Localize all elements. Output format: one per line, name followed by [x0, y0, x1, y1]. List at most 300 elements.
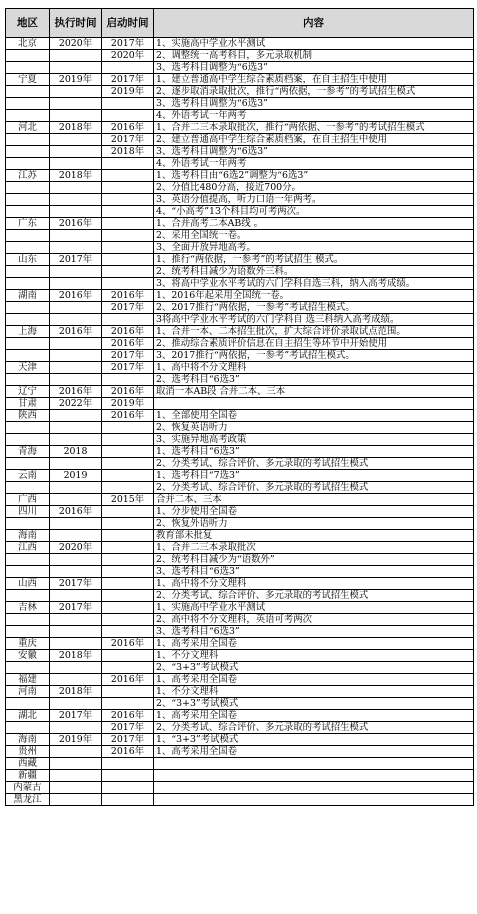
header-row: [6, 9, 474, 38]
region-cell: [6, 314, 50, 326]
start-time-cell: [102, 650, 154, 662]
content-cell: [154, 782, 474, 794]
start-time-cell: [102, 686, 154, 698]
table-row: [6, 638, 474, 650]
start-time-cell: 2019年: [102, 398, 154, 410]
region-cell: [6, 662, 50, 674]
region-cell: 海南: [6, 734, 50, 746]
table-row: [6, 674, 474, 686]
start-time-cell: [102, 158, 154, 170]
region-cell: 河南: [6, 686, 50, 698]
region-cell: 四川: [6, 506, 50, 518]
exec-time-cell: [50, 134, 102, 146]
table-row: [6, 350, 474, 362]
region-cell: 海南: [6, 530, 50, 542]
region-cell: 北京: [6, 38, 50, 50]
exec-time-cell: 2018年: [50, 686, 102, 698]
content-cell: 2、恢复英语听力: [154, 422, 474, 434]
content-cell: 1、合并高考二本AB线 。: [154, 218, 474, 230]
content-cell: 4、“小高考”13个科目均可考两次。: [154, 206, 474, 218]
exec-time-cell: [50, 362, 102, 374]
table-row: [6, 38, 474, 50]
table-row: [6, 770, 474, 782]
start-time-cell: 2016年: [102, 638, 154, 650]
start-time-cell: [102, 170, 154, 182]
start-time-cell: 2015年: [102, 494, 154, 506]
start-time-cell: 2017年: [102, 74, 154, 86]
content-cell: 取消一本AB段 合并二本、三本: [154, 386, 474, 398]
start-time-cell: [102, 770, 154, 782]
table-row: [6, 614, 474, 626]
region-cell: [6, 146, 50, 158]
start-time-cell: [102, 374, 154, 386]
exec-time-cell: [50, 302, 102, 314]
exec-time-cell: 2016年: [50, 506, 102, 518]
exec-time-cell: [50, 530, 102, 542]
content-cell: 2、选考科目“6选3”: [154, 374, 474, 386]
region-cell: [6, 374, 50, 386]
content-cell: 1、选考科目由“6选2”调整为“6选3”: [154, 170, 474, 182]
table-row: [6, 158, 474, 170]
exec-time-cell: [50, 722, 102, 734]
reform-table: [5, 8, 474, 806]
start-time-cell: [102, 662, 154, 674]
content-cell: [154, 770, 474, 782]
exec-time-cell: 2017年: [50, 710, 102, 722]
table-body: [6, 38, 474, 806]
start-time-cell: 2017年: [102, 350, 154, 362]
region-cell: [6, 230, 50, 242]
exec-time-cell: [50, 674, 102, 686]
region-cell: [6, 482, 50, 494]
table-row: [6, 518, 474, 530]
content-cell: 教育部未批复: [154, 530, 474, 542]
content-cell: 3、选考科目“6选3”: [154, 626, 474, 638]
content-cell: 2、调整统一高考科目，多元录取机制: [154, 50, 474, 62]
content-cell: 1、合并一本、二本招生批次，扩大综合评价录取试点范围。: [154, 326, 474, 338]
start-time-cell: [102, 794, 154, 806]
start-time-cell: [102, 194, 154, 206]
table-row: [6, 494, 474, 506]
table-row: [6, 314, 474, 326]
exec-time-cell: [50, 266, 102, 278]
table-row: [6, 470, 474, 482]
exec-time-cell: [50, 482, 102, 494]
table-row: [6, 734, 474, 746]
exec-time-cell: [50, 86, 102, 98]
exec-time-cell: 2017年: [50, 254, 102, 266]
start-time-cell: [102, 470, 154, 482]
exec-time-cell: 2018年: [50, 170, 102, 182]
exec-time-cell: [50, 230, 102, 242]
table-row: [6, 398, 474, 410]
exec-time-cell: 2018年: [50, 122, 102, 134]
region-cell: [6, 566, 50, 578]
table-row: [6, 134, 474, 146]
exec-time-cell: 2016年: [50, 386, 102, 398]
content-cell: 3、选考科目调整为“6选3”: [154, 146, 474, 158]
exec-time-cell: 2017年: [50, 602, 102, 614]
table-row: [6, 602, 474, 614]
start-time-cell: [102, 434, 154, 446]
content-cell: 2、高中将不分文理科，英语可考两次: [154, 614, 474, 626]
exec-time-cell: 2020年: [50, 38, 102, 50]
start-time-cell: [102, 422, 154, 434]
table-row: [6, 218, 474, 230]
start-time-cell: [102, 578, 154, 590]
start-time-cell: 2016年: [102, 290, 154, 302]
exec-time-cell: [50, 770, 102, 782]
table-row: [6, 650, 474, 662]
table-row: [6, 662, 474, 674]
start-time-cell: 2016年: [102, 674, 154, 686]
content-cell: 3、2017推行“两依据，一参考”考试招生模式。: [154, 350, 474, 362]
start-time-cell: 2019年: [102, 86, 154, 98]
region-cell: 新疆: [6, 770, 50, 782]
content-cell: 2、“3+3”考试模式: [154, 662, 474, 674]
region-cell: [6, 134, 50, 146]
header-region: 地区: [6, 9, 50, 38]
region-cell: 广东: [6, 218, 50, 230]
table-row: [6, 242, 474, 254]
start-time-cell: [102, 98, 154, 110]
table-row: [6, 554, 474, 566]
region-cell: 贵州: [6, 746, 50, 758]
start-time-cell: 2016年: [102, 410, 154, 422]
exec-time-cell: [50, 746, 102, 758]
exec-time-cell: [50, 662, 102, 674]
start-time-cell: [102, 254, 154, 266]
region-cell: 江苏: [6, 170, 50, 182]
start-time-cell: [102, 446, 154, 458]
region-cell: 重庆: [6, 638, 50, 650]
table-row: [6, 386, 474, 398]
start-time-cell: [102, 110, 154, 122]
start-time-cell: 2017年: [102, 362, 154, 374]
exec-time-cell: 2018: [50, 446, 102, 458]
content-cell: 3将高中学业水平考试的六门学科自 选三科纳入高考成绩。: [154, 314, 474, 326]
start-time-cell: [102, 206, 154, 218]
exec-time-cell: [50, 338, 102, 350]
content-cell: [154, 398, 474, 410]
region-cell: 青海: [6, 446, 50, 458]
table-row: [6, 266, 474, 278]
content-cell: 1、高中将不分文理科: [154, 578, 474, 590]
content-cell: 1、高考采用全国卷: [154, 710, 474, 722]
region-cell: [6, 206, 50, 218]
content-cell: 合并二本、三本: [154, 494, 474, 506]
region-cell: [6, 338, 50, 350]
content-cell: 2、“3+3”考试模式: [154, 698, 474, 710]
start-time-cell: [102, 242, 154, 254]
content-cell: 3、全面开放异地高考。: [154, 242, 474, 254]
content-cell: 2、推动综合素质评价信息在自主招生等环节中开始使用: [154, 338, 474, 350]
region-cell: [6, 614, 50, 626]
content-cell: 4、外语考试一年两考: [154, 158, 474, 170]
region-cell: 陕西: [6, 410, 50, 422]
table-row: [6, 686, 474, 698]
content-cell: 2、建立普通高中学生综合素质档案，在自主招生中使用: [154, 134, 474, 146]
region-cell: 山东: [6, 254, 50, 266]
region-cell: [6, 278, 50, 290]
start-time-cell: [102, 542, 154, 554]
content-cell: 1、建立普通高中学生综合素质档案，在自主招生中使用: [154, 74, 474, 86]
start-time-cell: [102, 566, 154, 578]
region-cell: 湖南: [6, 290, 50, 302]
table-row: [6, 590, 474, 602]
exec-time-cell: [50, 278, 102, 290]
content-cell: 2、分类考试、综合评价、多元录取的考试招生模式: [154, 482, 474, 494]
exec-time-cell: [50, 626, 102, 638]
table-row: [6, 782, 474, 794]
table-row: [6, 422, 474, 434]
table-row: [6, 374, 474, 386]
start-time-cell: [102, 602, 154, 614]
region-cell: 安徽: [6, 650, 50, 662]
region-cell: 山西: [6, 578, 50, 590]
region-cell: [6, 626, 50, 638]
exec-time-cell: 2016年: [50, 290, 102, 302]
content-cell: 2、统考科目减少为“语数外”: [154, 554, 474, 566]
table-row: [6, 122, 474, 134]
exec-time-cell: [50, 110, 102, 122]
table-row: [6, 746, 474, 758]
start-time-cell: [102, 530, 154, 542]
exec-time-cell: 2017年: [50, 578, 102, 590]
region-cell: [6, 302, 50, 314]
header-start-time: 启动时间: [102, 9, 154, 38]
region-cell: 云南: [6, 470, 50, 482]
region-cell: 天津: [6, 362, 50, 374]
content-cell: 1、2016年起采用全国统一卷。: [154, 290, 474, 302]
table-row: [6, 278, 474, 290]
exec-time-cell: 2019年: [50, 74, 102, 86]
exec-time-cell: [50, 206, 102, 218]
start-time-cell: [102, 698, 154, 710]
region-cell: [6, 62, 50, 74]
content-cell: 3、选考科目“6选3”: [154, 566, 474, 578]
content-cell: 2、恢复外语听力: [154, 518, 474, 530]
start-time-cell: [102, 554, 154, 566]
start-time-cell: [102, 218, 154, 230]
region-cell: [6, 110, 50, 122]
exec-time-cell: [50, 194, 102, 206]
region-cell: [6, 434, 50, 446]
content-cell: 1、合并二三本录取批次，推行“两依据、一参考”的考试招生模式: [154, 122, 474, 134]
exec-time-cell: [50, 350, 102, 362]
exec-time-cell: [50, 62, 102, 74]
content-cell: 1、“3+3”考试模式: [154, 734, 474, 746]
content-cell: 1、选考科目“7选3”: [154, 470, 474, 482]
region-cell: [6, 182, 50, 194]
exec-time-cell: 2020年: [50, 542, 102, 554]
exec-time-cell: 2019: [50, 470, 102, 482]
table-row: [6, 722, 474, 734]
content-cell: 2、统考科目减少为语数外三科。: [154, 266, 474, 278]
content-cell: 2、采用全国统一卷。: [154, 230, 474, 242]
exec-time-cell: 2016年: [50, 218, 102, 230]
start-time-cell: [102, 314, 154, 326]
region-cell: 河北: [6, 122, 50, 134]
start-time-cell: 2017年: [102, 38, 154, 50]
region-cell: [6, 722, 50, 734]
content-cell: 2、分类考试、综合评价、多元录取的考试招生模式: [154, 458, 474, 470]
start-time-cell: 2016年: [102, 746, 154, 758]
region-cell: [6, 554, 50, 566]
table-row: [6, 758, 474, 770]
table-row: [6, 74, 474, 86]
start-time-cell: [102, 518, 154, 530]
exec-time-cell: [50, 182, 102, 194]
start-time-cell: 2016年: [102, 326, 154, 338]
table-row: [6, 698, 474, 710]
content-cell: 2、分类考试、综合评价、多元录取的考试招生模式: [154, 722, 474, 734]
start-time-cell: [102, 506, 154, 518]
exec-time-cell: [50, 434, 102, 446]
exec-time-cell: [50, 758, 102, 770]
exec-time-cell: [50, 458, 102, 470]
content-cell: 1、实施高中学业水平测试: [154, 602, 474, 614]
start-time-cell: [102, 458, 154, 470]
exec-time-cell: 2016年: [50, 326, 102, 338]
content-cell: 3、选考科目调整为“6选3”: [154, 98, 474, 110]
content-cell: 1、全部使用全国卷: [154, 410, 474, 422]
region-cell: [6, 590, 50, 602]
table-row: [6, 290, 474, 302]
content-cell: 1、不分文理科: [154, 650, 474, 662]
table-row: [6, 206, 474, 218]
start-time-cell: 2016年: [102, 386, 154, 398]
region-cell: [6, 518, 50, 530]
exec-time-cell: [50, 566, 102, 578]
table-row: [6, 182, 474, 194]
exec-time-cell: [50, 518, 102, 530]
region-cell: 吉林: [6, 602, 50, 614]
table-row: [6, 146, 474, 158]
region-cell: 宁夏: [6, 74, 50, 86]
start-time-cell: 2016年: [102, 122, 154, 134]
region-cell: [6, 458, 50, 470]
exec-time-cell: [50, 794, 102, 806]
table-row: [6, 578, 474, 590]
content-cell: 2、逐步取消录取批次，推行“两依据，一参考”的考试招生模式: [154, 86, 474, 98]
table-row: [6, 338, 474, 350]
start-time-cell: [102, 482, 154, 494]
table-row: [6, 542, 474, 554]
region-cell: 西藏: [6, 758, 50, 770]
start-time-cell: 2018年: [102, 146, 154, 158]
start-time-cell: 2017年: [102, 722, 154, 734]
start-time-cell: [102, 278, 154, 290]
content-cell: 3、英语分值提高，听力口语一年两考。: [154, 194, 474, 206]
start-time-cell: 2017年: [102, 134, 154, 146]
content-cell: 2、2017推行“两依据，一参考”考试招生模式。: [154, 302, 474, 314]
start-time-cell: 2020年: [102, 50, 154, 62]
start-time-cell: [102, 62, 154, 74]
table-row: [6, 50, 474, 62]
content-cell: 3、实施异地高考政策: [154, 434, 474, 446]
start-time-cell: [102, 230, 154, 242]
header-exec-time: 执行时间: [50, 9, 102, 38]
table-row: [6, 566, 474, 578]
exec-time-cell: [50, 158, 102, 170]
start-time-cell: 2017年: [102, 734, 154, 746]
content-cell: 1、分步使用全国卷: [154, 506, 474, 518]
content-cell: 1、不分文理科: [154, 686, 474, 698]
table-row: [6, 362, 474, 374]
region-cell: [6, 698, 50, 710]
content-cell: 3、将高中学业水平考试的六门学科自选三科，纳入高考成绩。: [154, 278, 474, 290]
exec-time-cell: [50, 698, 102, 710]
exec-time-cell: [50, 410, 102, 422]
exec-time-cell: [50, 782, 102, 794]
table-row: [6, 458, 474, 470]
start-time-cell: 2016年: [102, 338, 154, 350]
region-cell: [6, 98, 50, 110]
content-cell: 1、高考采用全国卷: [154, 638, 474, 650]
exec-time-cell: [50, 614, 102, 626]
exec-time-cell: [50, 590, 102, 602]
start-time-cell: [102, 758, 154, 770]
start-time-cell: [102, 614, 154, 626]
table-row: [6, 794, 474, 806]
exec-time-cell: [50, 50, 102, 62]
region-cell: [6, 242, 50, 254]
content-cell: 2、分值比480分高，接近700分。: [154, 182, 474, 194]
start-time-cell: [102, 626, 154, 638]
exec-time-cell: 2018年: [50, 650, 102, 662]
table-row: [6, 506, 474, 518]
region-cell: 福建: [6, 674, 50, 686]
content-cell: 1、实施高中学业水平测试: [154, 38, 474, 50]
region-cell: [6, 158, 50, 170]
content-cell: [154, 758, 474, 770]
table-row: [6, 86, 474, 98]
table-row: [6, 98, 474, 110]
exec-time-cell: [50, 638, 102, 650]
region-cell: [6, 86, 50, 98]
table-row: [6, 170, 474, 182]
region-cell: 内蒙古: [6, 782, 50, 794]
table-row: [6, 326, 474, 338]
content-cell: 1、高考采用全国卷: [154, 746, 474, 758]
exec-time-cell: [50, 422, 102, 434]
exec-time-cell: [50, 554, 102, 566]
exec-time-cell: [50, 242, 102, 254]
table-row: [6, 230, 474, 242]
header-content: 内容: [154, 9, 474, 38]
exec-time-cell: [50, 146, 102, 158]
region-cell: [6, 50, 50, 62]
table-row: [6, 530, 474, 542]
table-row: [6, 194, 474, 206]
table-row: [6, 482, 474, 494]
exec-time-cell: [50, 494, 102, 506]
content-cell: [154, 794, 474, 806]
exec-time-cell: [50, 314, 102, 326]
start-time-cell: [102, 182, 154, 194]
region-cell: 黑龙江: [6, 794, 50, 806]
region-cell: [6, 422, 50, 434]
table-row: [6, 302, 474, 314]
table-row: [6, 254, 474, 266]
content-cell: 2、分类考试、综合评价、多元录取的考试招生模式: [154, 590, 474, 602]
exec-time-cell: [50, 374, 102, 386]
region-cell: 广西: [6, 494, 50, 506]
start-time-cell: 2016年: [102, 710, 154, 722]
table-row: [6, 410, 474, 422]
start-time-cell: [102, 590, 154, 602]
